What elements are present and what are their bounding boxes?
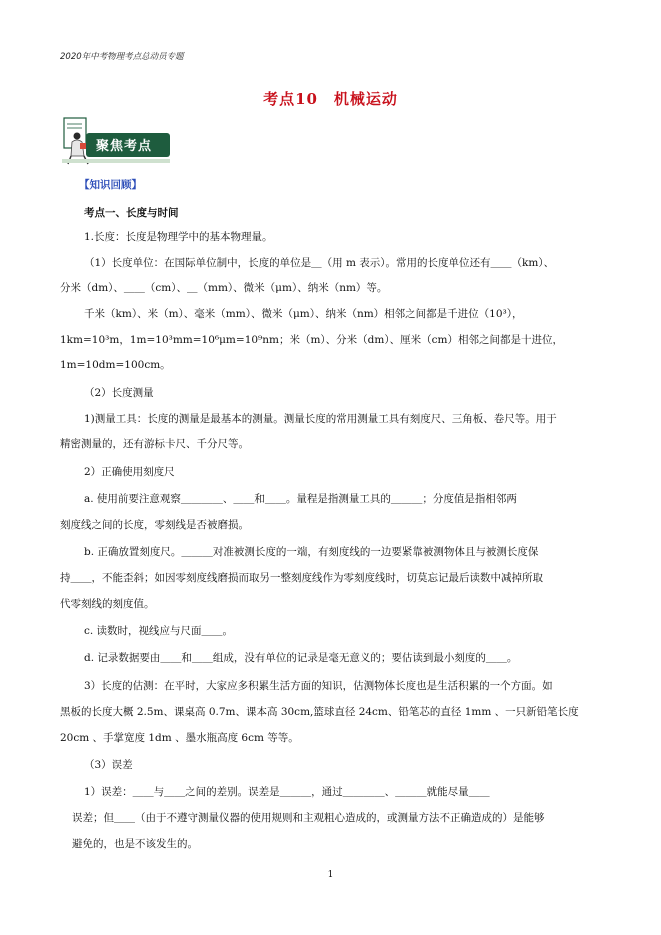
banner-label: 聚焦考点 [96, 139, 153, 154]
text-line: 1)测量工具：长度的测量是最基本的测量。测量长度的常用测量工具有刻度尺、三角板、卷尺等。用于 [84, 413, 557, 425]
topic-heading: 考点一、长度与时间 [84, 207, 179, 219]
text-line: 精密测量的，还有游标卡尺、千分尺等。 [60, 438, 249, 450]
text-line: （3）误差 [84, 759, 133, 771]
page-number: 1 [327, 870, 334, 880]
text-line: 黑板的长度大概 2.5m、课桌高 0.7m、课本高 30cm,篮球直径 24cm、铅笔芯的直径 1mm 、一只新铅笔长度 [60, 706, 579, 718]
text-line: d. 记录数据要由＿＿和＿＿组成，没有单位的记录是毫无意义的；要估读到最小刻度的＿＿。 [84, 652, 518, 664]
text-line: 1）误差：＿＿与＿＿之间的差别。误差是＿＿＿，通过＿＿＿＿、＿＿＿就能尽量＿＿ [84, 786, 490, 798]
text-line: b. 正确放置刻度尺。＿＿＿对准被测长度的一端，有刻度线的一边要紧靠被测物体且与被测长度保 [84, 546, 539, 558]
text-line: 刻度线之间的长度，零刻线是否被磨损。 [60, 519, 249, 531]
text-line: （2）长度测量 [84, 387, 154, 399]
text-line: 2）正确使用刻度尺 [84, 466, 175, 478]
focus-banner [62, 116, 170, 166]
running-header: 2020年中考物理考点总动员专题 [60, 52, 184, 62]
text-line: 分米（dm）、＿＿（cm）、＿（mm）、微米（μm）、纳米（nm）等。 [60, 282, 388, 294]
page-title: 考点10 机械运动 [263, 90, 398, 108]
banner-stripe [62, 159, 170, 163]
text-line: 避免的，也是不该发生的。 [72, 838, 198, 850]
text-line: 误差；但＿＿（由于不遵守测量仪器的使用规则和主观粗心造成的，或测量方法不正确造成的）是能够 [72, 812, 545, 824]
text-line: 3）长度的估测：在平时，大家应多积累生活方面的知识，估测物体长度也是生活积累的一个方面。如 [84, 680, 553, 692]
text-line: a. 使用前要注意观察＿＿＿＿、＿＿和＿＿。量程是指测量工具的＿＿＿；分度值是指相邻两 [84, 493, 517, 505]
text-line: 1m=10dm=100cm。 [60, 359, 171, 371]
section-tag: 【知识回顾】 [79, 179, 142, 191]
text-line: 20cm 、手掌宽度 1dm 、墨水瓶高度 6cm 等等。 [60, 732, 299, 744]
text-line: 1km=10³m，1m=10³mm=10⁶μm=10⁹nm；米（m）、分米（dm）、厘米（cm）相邻之间都是十进位， [60, 334, 563, 346]
text-line: （1）长度单位：在国际单位制中，长度的单位是＿（用 m 表示）。常用的长度单位还有＿＿（km）、 [84, 257, 555, 269]
text-line: 持＿＿，不能歪斜；如因零刻度线磨损而取另一整刻度线作为零刻度线时，切莫忘记最后读数中减掉所取 [60, 572, 543, 584]
text-line: c. 读数时，视线应与尺面＿＿。 [84, 625, 234, 637]
text-line: 千米（km）、米（m）、毫米（mm）、微米（μm）、纳米（nm）相邻之间都是千进位（10³）， [84, 308, 523, 320]
text-line: 代零刻线的刻度值。 [60, 598, 155, 610]
text-line: 1.长度：长度是物理学中的基本物理量。 [84, 231, 273, 243]
